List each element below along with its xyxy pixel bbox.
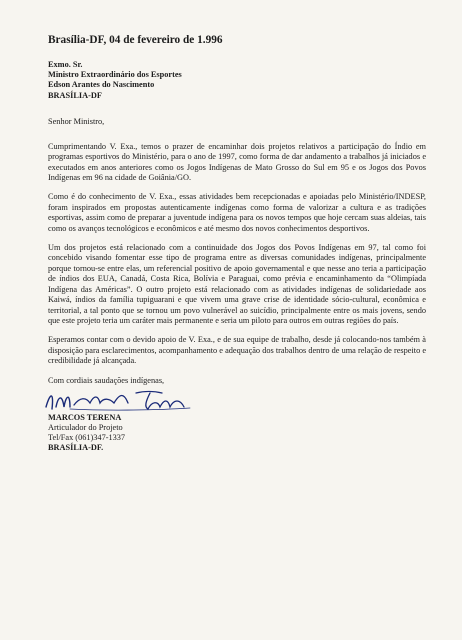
closing: Com cordiais saudações indígenas, xyxy=(48,375,165,385)
signer-phone: Tel/Fax (061)347-1337 xyxy=(48,432,126,442)
signer-role: Articulador do Projeto xyxy=(48,422,123,432)
salutation: Senhor Ministro, xyxy=(48,116,105,126)
signer-city: BRASÍLIA-DF. xyxy=(48,442,104,452)
signature-drawing xyxy=(40,387,200,413)
recipient-office: Ministro Extraordinário dos Esportes xyxy=(48,70,182,80)
recipient-title: Exmo. Sr. xyxy=(48,60,83,69)
paragraph-4: Esperamos contar com o devido apoio de V. Exa., e de sua equipe de trabalho, desde já colocando-nos também à disposição para esclarecimentos, acompanhamento e adequação dos trabalhos dentro de uma relação de respeito e credibilidade já alcançada. xyxy=(48,335,426,366)
handwritten-signature xyxy=(40,387,200,413)
paragraph-1: Cumprimentando V. Exa., temos o prazer de encaminhar dois projetos relativos a participação do Índio em programas esportivos do Ministério, para o ano de 1997, como forma de dar andamento a trabalhos já iniciados e executados em anos anteriores como os Jogos Indígenas de Mato Grosso do Sul em 95 e os Jogos dos Povos Indígenas em 96 na cidade de Goiânia/GO. xyxy=(48,141,426,183)
paragraph-2: Como é do conhecimento de V. Exa., essas atividades bem recepcionadas e apoiadas pelo Ministério/INDESP, foram inspirados em propostas autenticamente indígenas como forma de valorizar a cultura e as tradições esportivas, assim como de preparar a juventude indígena para os novos tempos que hoje cercam suas aldeias, tais como os avanços tecnológicos e econômicos e até mesmo dos novos conhecimentos desportivos. xyxy=(48,192,426,233)
recipient-city: BRASÍLIA-DF xyxy=(48,90,102,100)
recipient-name: Edson Arantes do Nascimento xyxy=(48,80,155,90)
signer-name: MARCOS TERENA xyxy=(48,412,122,422)
letter-date: Brasília-DF, 04 de fevereiro de 1.996 xyxy=(48,34,223,46)
paragraph-3: Um dos projetos está relacionado com a continuidade dos Jogos dos Povos Indígenas em 97, tal como foi concebido visando fomentar esse tipo de programa entre as diversas comunidades indígenas, principalmente porque tornou-se entre elas, um referencial positivo de apoio governamental e que nesse ano teria a participação de índios dos EUA, Canadá, Costa Rica, Bolívia e Paraguai, como prévia e encaminhamento da “Olimpíada Indígena das Américas”. O outro projeto está relacionado com as atividades indígenas de solidariedade aos Kaiwá, índios da família tupiguarani e que vivem uma grave crise de identidade sócio-cultural, econômica e territorial, a tal ponto que se tornou um povo vulnerável ao suicídio, principalmente entre os mais jovens, sendo que este projeto teria um caráter mais permanente e seria um piloto para outros em outras regiões do país. xyxy=(48,243,426,325)
signer-block xyxy=(48,413,426,453)
recipient-block xyxy=(48,60,426,101)
